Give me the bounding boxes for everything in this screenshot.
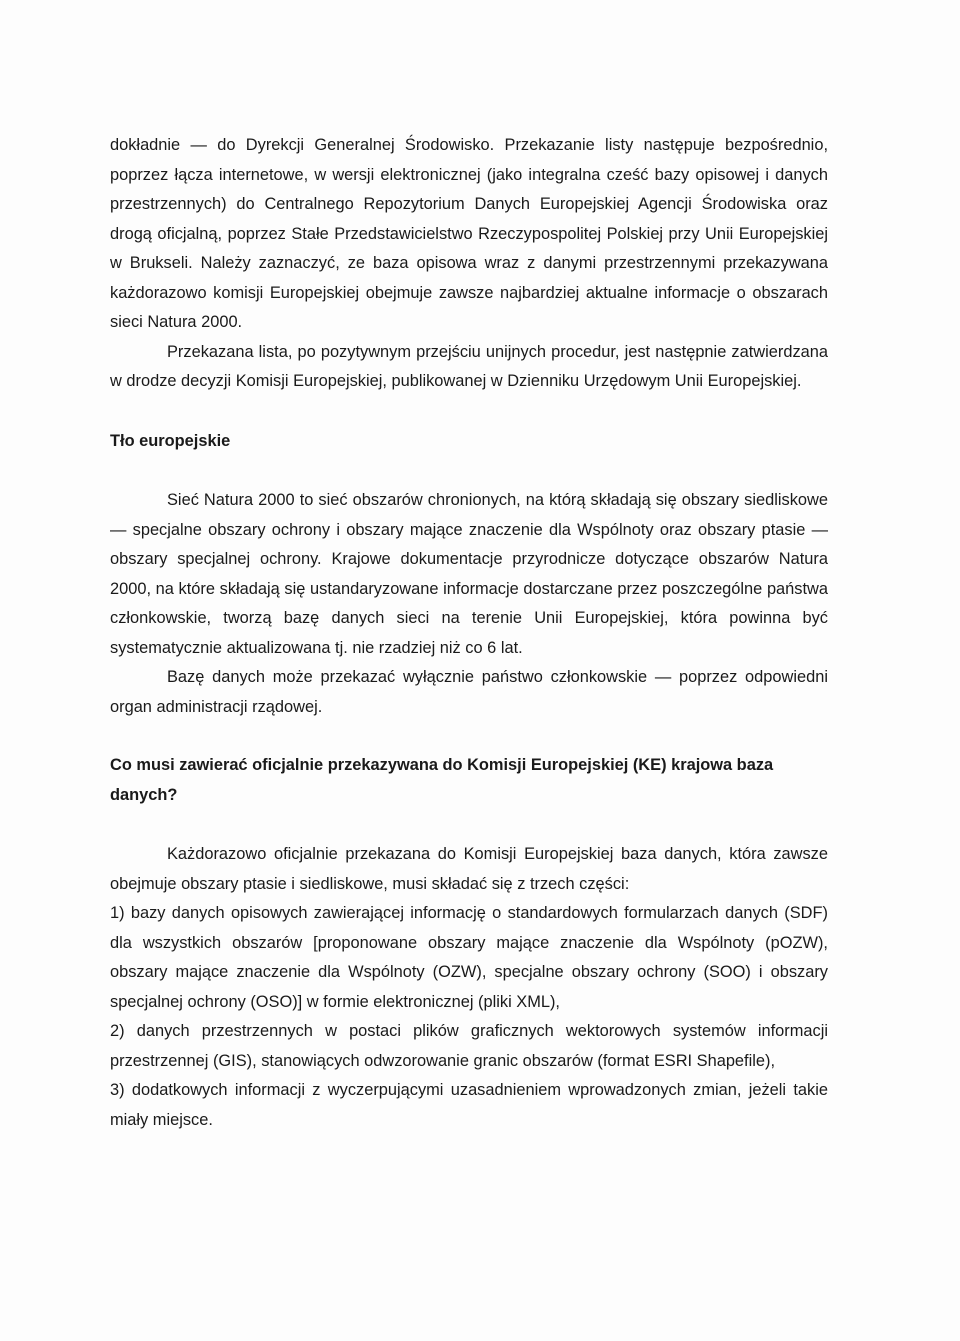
spacer [110,722,828,751]
paragraph-list-transfer: dokładnie — do Dyrekcji Generalnej Środowisko. Przekazanie listy następuje bezpośrednio, poprzez łącza internetowe, w wersji elektronicznej (jako integralna cześć bazy opisowej i danych przestrzennych) do Centralnego Repozytorium Danych Europejskiej Agencji Środowiska oraz drogą oficjalną, poprzez Stałe Przedstawicielstwo Rzeczypospolitej Polskiej przy Unii Europejskiej w Brukseli. Należy zaznaczyć, ze baza opisowa wraz z danymi przestrzennymi przekazywana każdorazowo komisji Europejskiej obejmuje zawsze najbardziej aktualne informacje o obszarach sieci Natura 2000. [110,136,828,331]
paragraph-database-parts: Każdorazowo oficjalnie przekazana do Komisji Europejskiej baza danych, która zawsze obejmuje obszary ptasie i siedliskowe, musi składać się z trzech części: [110,845,828,893]
heading-european-background: Tło europejskie [110,431,231,450]
spacer [110,456,828,486]
document-body [110,131,828,1135]
list-item-descriptive-data: 1) bazy danych opisowych zawierającej informację o standardowych formularzach danych (SDF) dla wszystkich obszarów [proponowane obszary mające znaczenie dla Wspólnoty (pOZW), obszary mające znaczenie dla Wspólnoty (OZW), specjalne obszary ochrony (SOO) i obszary specjalnej ochrony (OSO)] w formie elektronicznej (pliki XML), [110,904,828,1011]
spacer [110,810,828,840]
heading-database-contents: Co musi zawierać oficjalnie przekazywana do Komisji Europejskiej (KE) krajowa baza danych? [110,756,774,804]
paragraph-natura-network: Sieć Natura 2000 to sieć obszarów chronionych, na którą składają się obszary siedliskowe — specjalne obszary ochrony i obszary mające znaczenie dla Wspólnoty oraz obszary ptasie — obszary specjalnej ochrony. Krajowe dokumentacje przyrodnicze dotyczące obszarów Natura 2000, na które składają się ustandaryzowane informacje dostarczane przez poszczególne państwa członkowskie, tworzą bazę danych sieci na terenie Unii Europejskiej, która powinna być systematycznie aktualizowana tj. nie rzadziej niż co 6 lat. [110,491,828,657]
list-item-spatial-data: 2) danych przestrzennych w postaci plików graficznych wektorowych systemów informacji przestrzennej (GIS), stanowiących odwzorowanie granic obszarów (format ESRI Shapefile), [110,1022,828,1070]
paragraph-database-submission: Bazę danych może przekazać wyłącznie państwo członkowskie — poprzez odpowiedni organ administracji rządowej. [110,668,828,716]
spacer [110,397,828,427]
paragraph-list-approval: Przekazana lista, po pozytywnym przejściu unijnych procedur, jest następnie zatwierdzana w drodze decyzji Komisji Europejskiej, publikowanej w Dzienniku Urzędowym Unii Europejskiej. [110,342,828,390]
list-item-additional-info: 3) dodatkowych informacji z wyczerpującymi uzasadnieniem wprowadzonych zmian, jeżeli takie miały miejsce. [110,1081,828,1129]
